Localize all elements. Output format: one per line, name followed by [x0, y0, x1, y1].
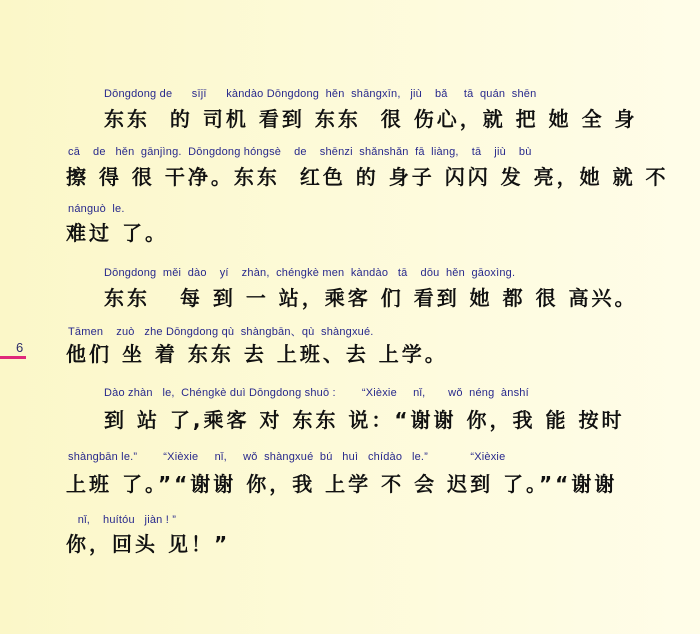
page-marker [0, 356, 26, 359]
pinyin-line: nánguò le. [68, 203, 125, 215]
pinyin-line: nǐ, huítóu jiàn ! ” [68, 514, 177, 526]
hanzi-line: 东东 的 司机 看到 东东 很 伤心，就 把 她 全 身 [104, 107, 638, 131]
hanzi-line: 擦 得 很 干净。东东 红色 的 身子 闪闪 发 亮，她 就 不 [66, 165, 669, 189]
hanzi-line: 难过 了。 [66, 221, 168, 245]
hanzi-line: 他们 坐 着 东东 去 上班、去 上学。 [66, 342, 448, 366]
pinyin-line: cā de hěn gānjìng. Dōngdong hóngsè de shēnzi shǎnshǎn fā liàng, tā jiù bù [68, 146, 532, 158]
hanzi-line: 东东 每 到 一 站，乘客 们 看到 她 都 很 高兴。 [104, 286, 638, 310]
page-number: 6 [16, 340, 24, 355]
pinyin-line: Dào zhàn le, Chéngkè duì Dōngdong shuō : “Xièxie nǐ, wǒ néng ànshí [104, 387, 529, 399]
hanzi-line: 到 站 了,乘客 对 东东 说：“谢谢 你，我 能 按时 [104, 408, 625, 432]
pinyin-line: Tāmen zuò zhe Dōngdong qù shàngbān、qù shàngxué. [68, 326, 374, 338]
pinyin-line: Dōngdong de sījī kàndào Dōngdong hěn shāngxīn, jiù bǎ tā quán shēn [104, 88, 537, 100]
pinyin-line: Dōngdong měi dào yí zhàn, chéngkè men kàndào tā dōu hěn gāoxìng. [104, 267, 516, 279]
hanzi-line: 你，回头 见！” [66, 532, 231, 556]
hanzi-line: 上班 了。”“谢谢 你，我 上学 不 会 迟到 了。”“谢谢 [66, 472, 618, 496]
pinyin-line: shàngbān le.” “Xièxie nǐ, wǒ shàngxué bú huì chídào le.” “Xièxie [68, 451, 506, 463]
